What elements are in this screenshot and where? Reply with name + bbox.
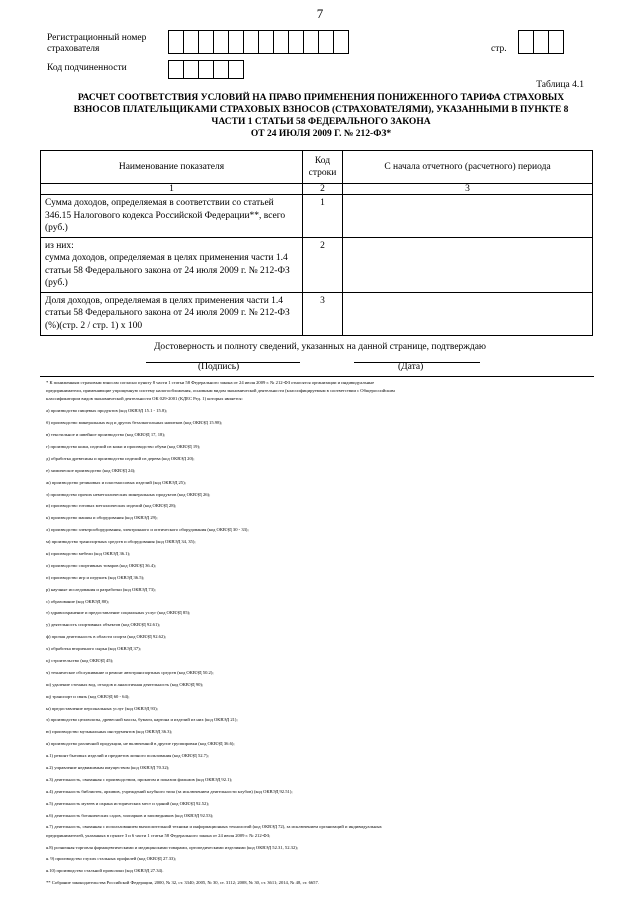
footnote-line: ж) производство резиновых и пластмассовых изделий (код ОКВЭД 25); xyxy=(46,479,186,485)
footnote-line: и) производство готовых металлических изделий (код ОКВЭД 28); xyxy=(46,503,177,509)
footnote-line: к) производство машин и оборудования (код ОКВЭД 29); xyxy=(46,515,158,521)
col-number: 3 xyxy=(343,184,593,195)
row-code: 3 xyxy=(303,292,343,335)
reg-number-label xyxy=(47,33,146,55)
row-value-cell[interactable] xyxy=(343,195,593,238)
footnote-line: я.10) производство стальной проволоки (код ОКВЭД 27.34). xyxy=(46,868,164,874)
footnote-line: я.8) розничная торговля фармацевтическими и медицинскими товарами, ортопедическими изделиями (код ОКВЭД 52.31, 52.32); xyxy=(46,844,299,850)
footnote-line: а) производство пищевых продуктов (код ОКВЭД 15.1 - 15.8); xyxy=(46,408,168,414)
row-name xyxy=(41,292,303,335)
footnote-line: л) производство электрооборудования, электронного и оптического оборудования (код ОКВЭД 30 - 33); xyxy=(46,527,249,533)
footnote-line: д) обработка древесины и производство изделий из дерева (код ОКВЭД 20); xyxy=(46,455,195,461)
title-line: РАСЧЕТ СООТВЕТСТВИЯ УСЛОВИЙ НА ПРАВО ПРИМЕНЕНИЯ ПОНИЖЕННОГО ТАРИФА СТРАХОВЫХ xyxy=(77,93,565,103)
row-line: Сумма доходов, определяемая в соответствии со статьей xyxy=(45,198,274,208)
reg-number-label-line1: Регистрационный номер xyxy=(47,33,147,43)
footnote-line: ш) удаление сточных вод, отходов и аналогичная деятельность (код ОКВЭД 90); xyxy=(46,681,204,687)
sub-code-label: Код подчиненности xyxy=(47,63,127,73)
title-line: ВЗНОСОВ ПЛАТЕЛЬЩИКАМИ СТРАХОВЫХ ВЗНОСОВ (СТРАХОВАТЕЛЯМИ), УКАЗАННЫМИ В ПУНКТЕ 8 xyxy=(73,105,569,115)
footnote-line: с) образование (код ОКВЭД 80); xyxy=(46,598,109,604)
page-title xyxy=(36,92,606,140)
header-period: С начала отчетного (расчетного) периода xyxy=(343,151,593,184)
title-line: ЧАСТИ 1 СТАТЬИ 58 ФЕДЕРАЛЬНОГО ЗАКОНА xyxy=(211,117,431,127)
footnote-line: я.5) деятельность музеев и охрана исторических мест и зданий (код ОКВЭД 92.52); xyxy=(46,800,210,806)
footnote-line: предпринимателей, указанных в пункте 3 и 6 части 1 статьи 58 Федерального закона от 24 июля 2009 г. № 212-ФЗ; xyxy=(46,832,271,838)
title-line: ОТ 24 ИЮЛЯ 2009 Г. № 212-ФЗ* xyxy=(250,129,392,139)
footnote-line: я. 9) производство глухих стальных профилей (код ОКВЭД 27.33); xyxy=(46,856,177,862)
footnote-line: ц) строительство (код ОКВЭД 45); xyxy=(46,658,114,663)
signature-label: (Подпись) xyxy=(198,362,240,372)
footnote-line: ** Собрание законодательства Российской Федерации, 2000, № 32, ст. 3340; 2005, № 30, ст. 3112; 2008, № 30, ст. 3611; 2014, № 48, ст. 6657. xyxy=(46,880,319,886)
table-row xyxy=(41,195,593,238)
footnote-line: в) текстильное и швейное производство (код ОКВЭД 17, 18); xyxy=(46,432,166,438)
row-value-cell[interactable] xyxy=(343,292,593,335)
footnote-line: г) производство кожи, изделий из кожи и производство обуви (код ОКВЭД 19); xyxy=(46,443,201,449)
header-name: Наименование показателя xyxy=(41,151,303,184)
footnote-line: э) производство целлюлозы, древесной массы, бумаги, картона и изделий из них (код ОКВЭД 21); xyxy=(46,717,238,723)
row-line: из них: xyxy=(45,240,74,251)
table-caption: Таблица 4.1 xyxy=(536,80,584,90)
header-code-line2: строки xyxy=(308,168,337,178)
footnote-line: предприниматели, применяющие упрощенную систему налогообложения, основным видом экономической деятельности (классифицируемым в соответствии с Общероссийским xyxy=(46,388,395,394)
row-line: (руб.) xyxy=(45,278,68,288)
page-number: 7 xyxy=(316,6,324,21)
footnote-line: е) химическое производство (код ОКВЭД 24); xyxy=(46,467,136,473)
confirmation-text: Достоверность и полноту сведений, указанных на данной странице, подтверждаю xyxy=(153,342,487,352)
row-name xyxy=(41,195,303,238)
footnote-line: щ) транспорт и связь (код ОКВЭД 60 - 64); xyxy=(46,693,130,699)
footnote-line: м) производство транспортных средств и оборудования (код ОКВЭД 34, 35); xyxy=(46,539,196,545)
footnote-line: я.6) деятельность ботанических садов, зоопарков и заповедников (код ОКВЭД 92.53); xyxy=(46,812,214,818)
footnote-line: р) научные исследования и разработки (код ОКВЭД 73); xyxy=(46,586,156,592)
footnote-line: ы) предоставление персональных услуг (код ОКВЭД 93); xyxy=(46,705,158,711)
reg-number-field[interactable] xyxy=(168,30,348,54)
sub-code-field[interactable] xyxy=(168,60,243,79)
footnote-line: я.1) ремонт бытовых изделий и предметов личного пользования (код ОКВЭД 52.7); xyxy=(46,753,209,759)
footnote-line: о) производство спортивных товаров (код ОКВЭД 36.4); xyxy=(46,562,156,568)
reg-number-label-line2: страхователя xyxy=(47,44,100,54)
header-code-line1: Код xyxy=(314,155,331,166)
page-label: стр. xyxy=(491,44,507,54)
row-line: Доля доходов, определяемая в целях применения части 1.4 xyxy=(45,295,284,306)
footnote-line: * К пониженным страховым взносам согласно пункту 8 части 1 статьи 58 Федерального закона от 24 июля 2009 г. № 212-ФЗ относятся организации и индивидуальные xyxy=(46,380,375,385)
calculation-table xyxy=(40,150,593,336)
footnote-line: х) обработка вторичного сырья (код ОКВЭД 37); xyxy=(46,646,141,652)
row-line: (%)(стр. 2 / стр. 1) х 100 xyxy=(45,320,143,331)
row-line: (руб.) xyxy=(45,223,68,233)
col-number: 1 xyxy=(41,184,303,195)
header-code xyxy=(303,151,343,184)
footnote-line: я.4) деятельность библиотек, архивов, учреждений клубного типа (за исключением деятельности клубов) (код ОКВЭД 92.51); xyxy=(46,788,293,794)
footnote-divider xyxy=(40,376,594,377)
table-row xyxy=(41,237,593,292)
row-line: сумма доходов, определяемая в целях применения части 1.4 xyxy=(45,253,288,263)
footnote-line: у) деятельность спортивных объектов (код ОКВЭД 92.61); xyxy=(46,622,161,628)
row-line: статьи 58 Федерального закона от 24 июля 2009 г. № 212-ФЗ xyxy=(45,265,290,276)
date-label: (Дата) xyxy=(398,362,424,372)
row-name xyxy=(41,237,303,292)
footnote-line: классификатором видов экономической деятельности ОК 029-2001 (КДЕС Ред. 1) которых является: xyxy=(46,396,243,402)
footnote-line: т) здравоохранение и предоставление социальных услуг (код ОКВЭД 85); xyxy=(46,610,191,616)
table-row xyxy=(41,292,593,335)
footnote-line: з) производство прочих неметаллических минеральных продуктов (код ОКВЭД 26); xyxy=(46,491,211,497)
row-line: 346.15 Налогового кодекса Российской Федерации**, всего xyxy=(45,210,286,221)
footnote-line: я.7) деятельность, связанная с использованием вычислительной техники и информационных технологий (код ОКВЭД 72), за исключением организаций и индивидуальных xyxy=(46,824,382,830)
footnote-line: я) производство различной продукции, не включенной в другие группировки (код ОКВЭД 36.6); xyxy=(46,741,235,747)
row-code: 2 xyxy=(303,237,343,292)
footnote-line: ю) производство музыкальных инструментов (код ОКВЭД 36.3); xyxy=(46,729,173,735)
footnote-line: ф) прочая деятельность в области спорта (код ОКВЭД 92.62); xyxy=(46,634,167,640)
footnote-line: п) производство игр и игрушек (код ОКВЭД 36.5); xyxy=(46,574,145,580)
col-number: 2 xyxy=(303,184,343,195)
footnotes xyxy=(46,379,594,891)
row-code: 1 xyxy=(303,195,343,238)
page-number-field[interactable] xyxy=(518,30,563,54)
footnote-line: ч) техническое обслуживание и ремонт автотранспортных средств (код ОКВЭД 50.2); xyxy=(46,669,214,675)
footnote-line: я.3) деятельность, связанная с производством, прокатом и показом фильмов (код ОКВЭД 92.1); xyxy=(46,776,233,782)
footnote-line: б) производство минеральных вод и других безалкогольных напитков (код ОКВЭД 15.98); xyxy=(46,420,223,426)
row-line: статьи 58 Федерального закона от 24 июля 2009 г. № 212-ФЗ xyxy=(45,308,290,318)
footnote-line: н) производство мебели (код ОКВЭД 36.1); xyxy=(46,550,131,556)
footnote-line: я.2) управление недвижимым имуществом (код ОКВЭД 70.32); xyxy=(46,765,170,771)
row-value-cell[interactable] xyxy=(343,237,593,292)
